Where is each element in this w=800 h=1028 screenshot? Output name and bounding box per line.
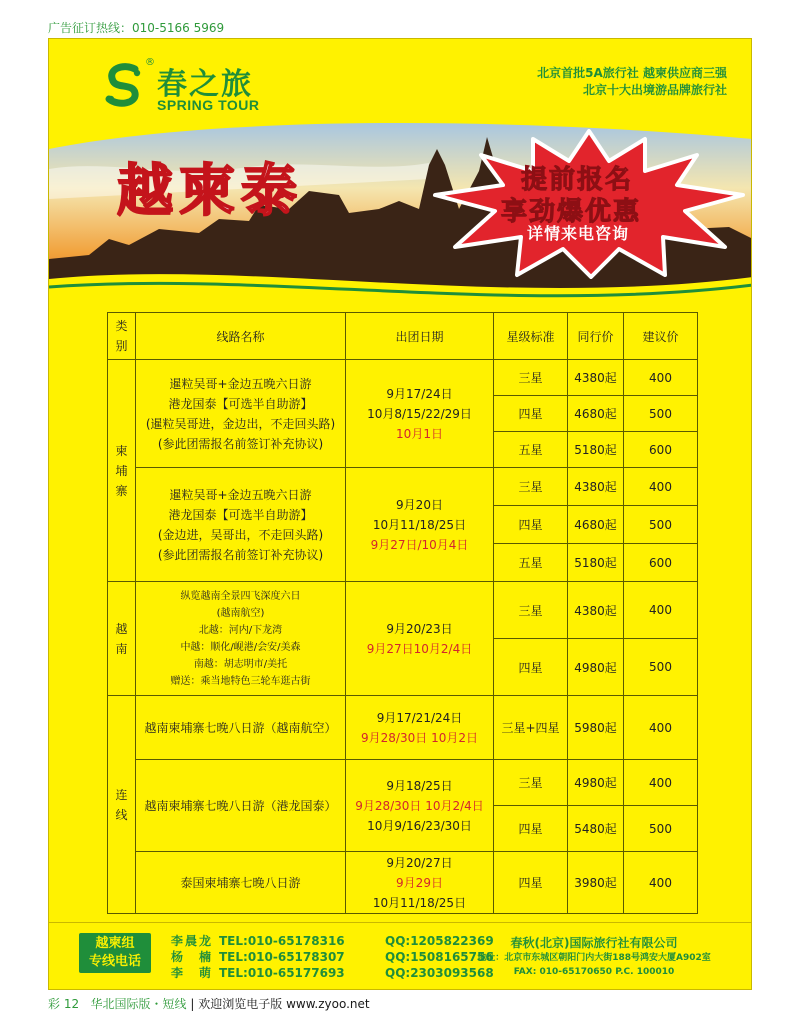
peer-price-cell: 5180起: [568, 432, 624, 468]
star-cell: 五星: [494, 432, 568, 468]
star-cell: 四星: [494, 396, 568, 432]
route-line: (参此团需报名前签订补充协议): [157, 547, 324, 562]
tour-price-table: [107, 312, 698, 914]
date-line-highlight: 10月1日: [396, 426, 443, 441]
route-cell: 越南柬埔寨七晚八日游（越南航空）: [136, 696, 346, 760]
table-row: [108, 852, 698, 914]
suggested-price-cell: 400: [624, 360, 698, 396]
contact-row: [171, 933, 494, 949]
peer-price-cell: 5980起: [568, 696, 624, 760]
route-line: 暹粒吴哥+金边五晚六日游: [169, 487, 312, 502]
date-line: 9月20/27日: [386, 855, 453, 870]
date-line: 9月20日: [396, 497, 443, 512]
date-line: 10月9/16/23/30日: [367, 818, 472, 833]
badge-line: 越柬组: [95, 936, 135, 951]
date-line: 9月20/23日: [386, 621, 453, 636]
header-suggested-price: 建议价: [624, 313, 698, 360]
dates-cell: [346, 582, 494, 696]
route-line: (越南航空): [216, 607, 265, 619]
ad-hotline: 广告征订热线：010-5166 5969: [48, 21, 225, 35]
suggested-price-cell: 500: [624, 639, 698, 696]
contact-row: [171, 949, 494, 965]
suggested-price-cell: 400: [624, 696, 698, 760]
hotline-badge: [79, 933, 151, 973]
route-line: 纵览越南全景四飞深度六日: [180, 590, 301, 602]
contact-list: [171, 933, 494, 981]
advertisement-page: [48, 38, 752, 990]
slogan-line-1: 北京首批5A旅行社 越柬供应商三强: [537, 66, 727, 80]
company-name: 春秋(北京)国际旅行社有限公司: [510, 936, 678, 950]
route-line: (参此团需报名前签订补充协议): [157, 436, 324, 451]
table-row: [108, 696, 698, 760]
contact-tel: TEL:010-65178307: [219, 950, 345, 964]
route-line: 港龙国泰【可选半自助游】: [168, 396, 313, 411]
suggested-price-cell: 400: [624, 468, 698, 506]
header-star: 星级标准: [494, 313, 568, 360]
table-row: [108, 582, 698, 639]
date-line: 9月17/24日: [386, 386, 453, 401]
banner-title: 越柬泰: [117, 158, 303, 224]
peer-price-cell: 4680起: [568, 396, 624, 432]
suggested-price-cell: 400: [624, 852, 698, 914]
peer-price-cell: 3980起: [568, 852, 624, 914]
peer-price-cell: 4380起: [568, 582, 624, 639]
suggested-price-cell: 600: [624, 432, 698, 468]
suggested-price-cell: 600: [624, 544, 698, 582]
date-line: 10月11/18/25日: [372, 517, 467, 532]
peer-price-cell: 5180起: [568, 544, 624, 582]
peer-price-cell: 4380起: [568, 468, 624, 506]
dates-cell: [346, 468, 494, 582]
route-line: 中越：顺化/岘港/会安/美森: [180, 641, 301, 653]
section-name: 华北国际版・短线: [90, 997, 187, 1011]
date-line: 10月11/18/25日: [372, 895, 467, 910]
route-line: (金边进，吴哥出，不走回头路): [157, 527, 324, 542]
star-cell: 三星: [494, 760, 568, 806]
page-footer-line: [48, 995, 370, 1012]
star-cell: 三星: [494, 582, 568, 639]
agency-slogan: [537, 65, 727, 99]
date-line-highlight: 9月27日10月2/4日: [366, 641, 473, 656]
spring-tour-logo: [101, 59, 271, 115]
peer-price-cell: 5480起: [568, 806, 624, 852]
header-category: 类别: [108, 313, 136, 360]
peer-price-cell: 4380起: [568, 360, 624, 396]
date-line: 10月8/15/22/29日: [367, 406, 472, 421]
route-cell: [136, 582, 346, 696]
table-row: [108, 468, 698, 506]
category-vietnam: 越南: [108, 582, 136, 696]
dates-cell: [346, 760, 494, 852]
header-peer-price: 同行价: [568, 313, 624, 360]
date-line-highlight: 9月28/30日 10月2日: [361, 730, 478, 745]
date-line: 9月17/21/24日: [376, 710, 463, 725]
dates-cell: [346, 852, 494, 914]
star-cell: 三星+四星: [494, 696, 568, 760]
peer-price-cell: 4680起: [568, 506, 624, 544]
badge-line: 专线电话: [88, 954, 141, 969]
suggested-price-cell: 500: [624, 806, 698, 852]
slogan-line-2: 北京十大出境游品牌旅行社: [582, 83, 727, 97]
promo-line-discount: 享劲爆优惠: [501, 197, 642, 227]
footer-divider: |: [190, 997, 195, 1011]
date-line-highlight: 9月29日: [396, 875, 443, 890]
category-combo: 连线: [108, 696, 136, 914]
suggested-price-cell: 500: [624, 396, 698, 432]
table-row: [108, 360, 698, 396]
logo-chinese-name: 春之旅: [157, 67, 253, 102]
route-line: 赠送：乘当地特色三轮车逛古街: [170, 675, 311, 687]
company-fax: FAX: 010-65170650 P.C. 100010: [513, 967, 675, 977]
route-line: (暹粒吴哥进，金边出，不走回头路): [145, 416, 336, 431]
date-line-highlight: 9月27日/10月4日: [370, 537, 469, 552]
contact-row: [171, 965, 494, 981]
promo-line-call-for-details: 详情来电咨询: [527, 224, 630, 243]
logo-english-name: SPRING TOUR: [157, 97, 260, 113]
page-number: 彩 12: [48, 997, 80, 1011]
contact-footer: [49, 922, 752, 990]
contact-name: 李 萌: [171, 966, 214, 980]
category-cambodia: 柬埔寨: [108, 360, 136, 582]
star-cell: 三星: [494, 468, 568, 506]
contact-tel: TEL:010-65178316: [219, 934, 345, 948]
contact-qq: QQ:1205822369: [385, 934, 494, 948]
contact-qq: QQ:1508165756: [385, 950, 494, 964]
company-address: 地址：北京市东城区朝阳门内大街188号鸿安大厦A902室: [477, 953, 711, 963]
spring-tour-logo-icon: [101, 61, 149, 109]
peer-price-cell: 4980起: [568, 760, 624, 806]
route-cell: 越南柬埔寨七晚八日游（港龙国泰）: [136, 760, 346, 852]
route-line: 港龙国泰【可选半自助游】: [168, 507, 313, 522]
route-cell: 泰国柬埔寨七晚八日游: [136, 852, 346, 914]
contact-name: 李晨龙: [171, 934, 214, 948]
header-route: 线路名称: [136, 313, 346, 360]
table-header-row: [108, 313, 698, 360]
route-line: 北越：河内/下龙湾: [198, 624, 283, 636]
dates-cell: [346, 360, 494, 468]
star-cell: 三星: [494, 360, 568, 396]
table-row: [108, 760, 698, 806]
contact-qq: QQ:2303093568: [385, 966, 494, 980]
star-cell: 四星: [494, 852, 568, 914]
route-line: 南越：胡志明市/美托: [193, 658, 288, 670]
contact-name: 杨 楠: [171, 950, 214, 964]
contact-tel: TEL:010-65177693: [219, 966, 345, 980]
star-cell: 四星: [494, 506, 568, 544]
star-cell: 四星: [494, 639, 568, 696]
peer-price-cell: 4980起: [568, 639, 624, 696]
route-cell: [136, 360, 346, 468]
route-cell: [136, 468, 346, 582]
company-info: [449, 935, 739, 979]
header-dates: 出团日期: [346, 313, 494, 360]
suggested-price-cell: 400: [624, 760, 698, 806]
dates-cell: [346, 696, 494, 760]
website-link[interactable]: 欢迎浏览电子版 www.zyoo.net: [198, 997, 370, 1011]
date-line: 9月18/25日: [386, 778, 453, 793]
star-cell: 五星: [494, 544, 568, 582]
suggested-price-cell: 400: [624, 582, 698, 639]
suggested-price-cell: 500: [624, 506, 698, 544]
registered-mark: ®: [145, 57, 155, 68]
route-line: 暹粒吴哥+金边五晚六日游: [169, 376, 312, 391]
date-line-highlight: 9月28/30日 10月2/4日: [355, 798, 484, 813]
star-cell: 四星: [494, 806, 568, 852]
promo-line-early-signup: 提前报名: [521, 165, 634, 195]
